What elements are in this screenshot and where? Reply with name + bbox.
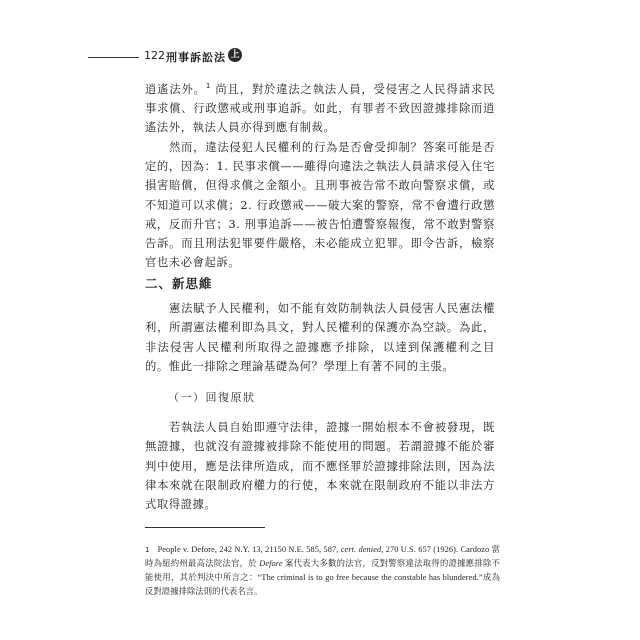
- paragraph-continued: [145, 77, 495, 138]
- page-number: 122: [144, 49, 165, 62]
- paragraph-block-2: [145, 299, 495, 376]
- paragraph: 然而，違法侵犯人民權利的行為是否會受抑制？答案可能是否定的，因為：1. 民事求償——雖得向違法之執法人員請求侵入住宅損害賠償，但得求償之金額小。且刑事被告常不敢向警察求償，或不知道可以求償；2. 行政懲戒——破大案的警察，常不會遭行政懲戒，反而升官；3. 刑事追訴——被告怕遭警察報復，常不敢對警察告訴。而且刑法犯罪要件嚴格，未必能成立犯罪。即令告訴，檢察官也未必會起訴。: [145, 140, 495, 270]
- footnote-italic: cert. denied: [340, 545, 382, 554]
- paragraph-block-3: [145, 418, 495, 514]
- header-rule: [88, 57, 139, 58]
- book-title: 刑事訴訟法: [166, 51, 226, 64]
- footnote: [145, 543, 500, 599]
- footnote-ref[interactable]: 1: [205, 82, 211, 90]
- footnote-italic: Defore: [259, 559, 283, 568]
- paragraph-text: 尚且，對於違法之執法人員，受侵害之人民得請求民事求償、行政懲戒或刑事追訴。如此，有罪者不致因證據排除而逍遙法外，執法人員亦得到應有制裁。: [145, 82, 495, 135]
- section-heading: 二、新思維: [145, 276, 213, 291]
- subsection-heading: （一）回復原狀: [168, 391, 256, 404]
- footnote-text: , 270 U.S. 657 (1926). Cardozo 當時為紐約州最高法院法官，於: [145, 545, 500, 568]
- paragraph: 若執法人員自始即遵守法律，證據一開始根本不會被發現，既無證據，也就沒有證據被排除不能使用的問題。若謂證據不能於審判中使用，應是法律所造成，而不應怪罪於證據排除法則，因為法律本來就在限制政府權力的行使，本來就在限制政府不能以非法方式取得證據。: [145, 421, 495, 512]
- footnote-text: People v. Defore, 242 N.Y. 13, 21150 N.E. 585, 587,: [157, 545, 341, 554]
- running-header: [88, 49, 528, 65]
- paragraph-text: 逍遙法外。: [145, 82, 206, 96]
- footnote-number: 1: [145, 546, 150, 554]
- paragraph: 憲法賦予人民權利，如不能有效防制執法人員侵害人民憲法權利，所謂憲法權利即為具文，對人民權利的保護亦為空談。為此，非法侵害人民權利所取得之證據應予排除，以達到保護權利之目的。惟此一排除之理論基礎為何？學理上有著不同的主張。: [145, 302, 495, 373]
- paragraph-block-1: [145, 77, 495, 273]
- footnote-text: 案代表大多數的法官，反對警察違法取得的證據應排除不能使用，其於判決中所言之：“The criminal is to go free because the constable has blundered.”成為反對證據排除法則的代表名言。: [145, 559, 500, 596]
- volume-badge: 上: [228, 48, 242, 62]
- footnote-rule: [145, 527, 265, 528]
